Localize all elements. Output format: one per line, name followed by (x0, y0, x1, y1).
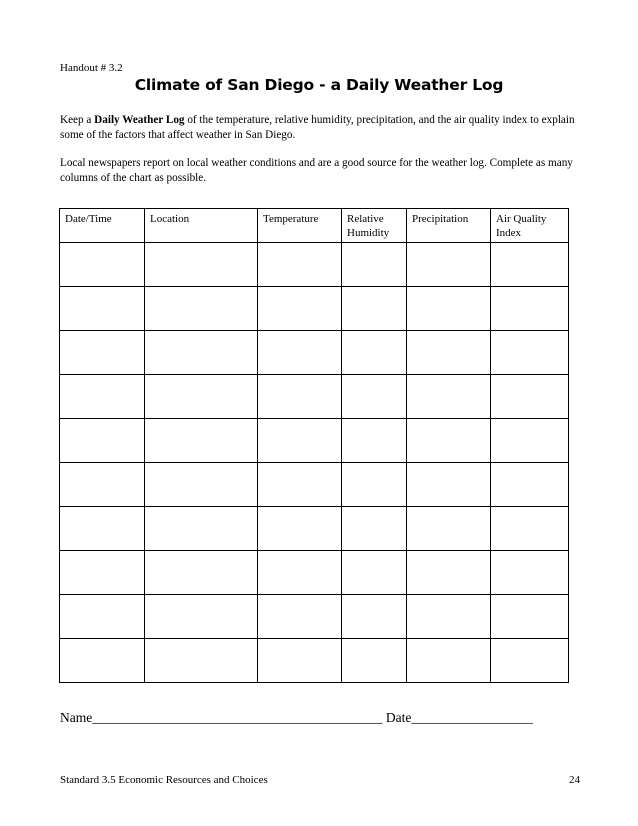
log-cell[interactable] (258, 595, 342, 639)
log-cell[interactable] (491, 375, 569, 419)
table-row (60, 507, 569, 551)
table-row (60, 595, 569, 639)
handout-number: Handout # 3.2 (60, 62, 123, 74)
table-row (60, 419, 569, 463)
table-header-row (60, 209, 569, 243)
document-title: Climate of San Diego - a Daily Weather Log (134, 76, 504, 94)
log-cell[interactable] (60, 507, 145, 551)
log-cell[interactable] (491, 507, 569, 551)
log-cell[interactable] (145, 419, 258, 463)
log-cell[interactable] (491, 419, 569, 463)
log-cell[interactable] (145, 595, 258, 639)
log-cell[interactable] (407, 639, 491, 683)
log-cell[interactable] (407, 287, 491, 331)
log-cell[interactable] (342, 507, 407, 551)
log-cell[interactable] (258, 419, 342, 463)
log-cell[interactable] (145, 243, 258, 287)
log-cell[interactable] (258, 639, 342, 683)
log-cell[interactable] (407, 419, 491, 463)
table-body (60, 243, 569, 683)
header-relative-humidity: Relative Humidity (342, 209, 407, 243)
log-cell[interactable] (491, 287, 569, 331)
header-date-time: Date/Time (60, 209, 145, 243)
log-cell[interactable] (145, 331, 258, 375)
log-cell[interactable] (60, 463, 145, 507)
log-cell[interactable] (491, 243, 569, 287)
name-label: Name (60, 710, 93, 725)
log-cell[interactable] (342, 331, 407, 375)
log-cell[interactable] (258, 507, 342, 551)
log-cell[interactable] (491, 551, 569, 595)
table-row (60, 375, 569, 419)
log-cell[interactable] (342, 419, 407, 463)
log-cell[interactable] (60, 287, 145, 331)
log-cell[interactable] (407, 463, 491, 507)
log-cell[interactable] (60, 639, 145, 683)
log-cell[interactable] (407, 375, 491, 419)
log-cell[interactable] (342, 287, 407, 331)
log-cell[interactable] (491, 595, 569, 639)
log-cell[interactable] (491, 639, 569, 683)
log-cell[interactable] (145, 507, 258, 551)
table-row (60, 331, 569, 375)
log-cell[interactable] (407, 551, 491, 595)
weather-log-table (59, 208, 569, 683)
page-number: 24 (569, 774, 580, 786)
intro-paragraph-2: Local newspapers report on local weather conditions and are a good source for the weather log. Complete as many columns of the chart as possible. (60, 157, 573, 184)
header-air-quality-index: Air Quality Index (491, 209, 569, 243)
log-cell[interactable] (60, 375, 145, 419)
log-cell[interactable] (258, 375, 342, 419)
log-cell[interactable] (407, 331, 491, 375)
log-cell[interactable] (145, 639, 258, 683)
log-cell[interactable] (145, 551, 258, 595)
table-row (60, 287, 569, 331)
date-blank[interactable]: __________________ (411, 710, 533, 725)
intro-p1-bold: Daily Weather Log (94, 114, 185, 126)
log-cell[interactable] (342, 243, 407, 287)
intro-p1-end: of the temperature, relative humidity, precipitation, and the air quality index to explain some of the factors that affect weather in San Diego. (60, 114, 575, 141)
log-cell[interactable] (342, 595, 407, 639)
log-cell[interactable] (258, 331, 342, 375)
log-cell[interactable] (60, 551, 145, 595)
name-blank[interactable]: ___________________________________________ (92, 710, 383, 725)
log-cell[interactable] (342, 551, 407, 595)
log-cell[interactable] (60, 419, 145, 463)
log-cell[interactable] (342, 375, 407, 419)
log-cell[interactable] (145, 463, 258, 507)
signature-line (60, 710, 533, 726)
log-cell[interactable] (258, 287, 342, 331)
table-row (60, 551, 569, 595)
log-cell[interactable] (407, 507, 491, 551)
log-cell[interactable] (60, 331, 145, 375)
intro-p1-start: Keep a (60, 114, 95, 126)
log-cell[interactable] (60, 243, 145, 287)
header-precipitation: Precipitation (407, 209, 491, 243)
header-temperature: Temperature (258, 209, 342, 243)
table-row (60, 243, 569, 287)
log-cell[interactable] (491, 331, 569, 375)
log-cell[interactable] (342, 463, 407, 507)
footer-standard: Standard 3.5 Economic Resources and Choices (60, 774, 268, 786)
log-cell[interactable] (145, 287, 258, 331)
intro-paragraph-1 (60, 113, 580, 143)
log-cell[interactable] (145, 375, 258, 419)
log-cell[interactable] (258, 243, 342, 287)
table-row (60, 639, 569, 683)
log-cell[interactable] (60, 595, 145, 639)
log-cell[interactable] (407, 595, 491, 639)
log-cell[interactable] (342, 639, 407, 683)
log-cell[interactable] (407, 243, 491, 287)
date-label: Date (382, 710, 412, 725)
log-cell[interactable] (258, 551, 342, 595)
table-row (60, 463, 569, 507)
intro-text (60, 113, 580, 199)
log-cell[interactable] (258, 463, 342, 507)
log-cell[interactable] (491, 463, 569, 507)
header-location: Location (145, 209, 258, 243)
